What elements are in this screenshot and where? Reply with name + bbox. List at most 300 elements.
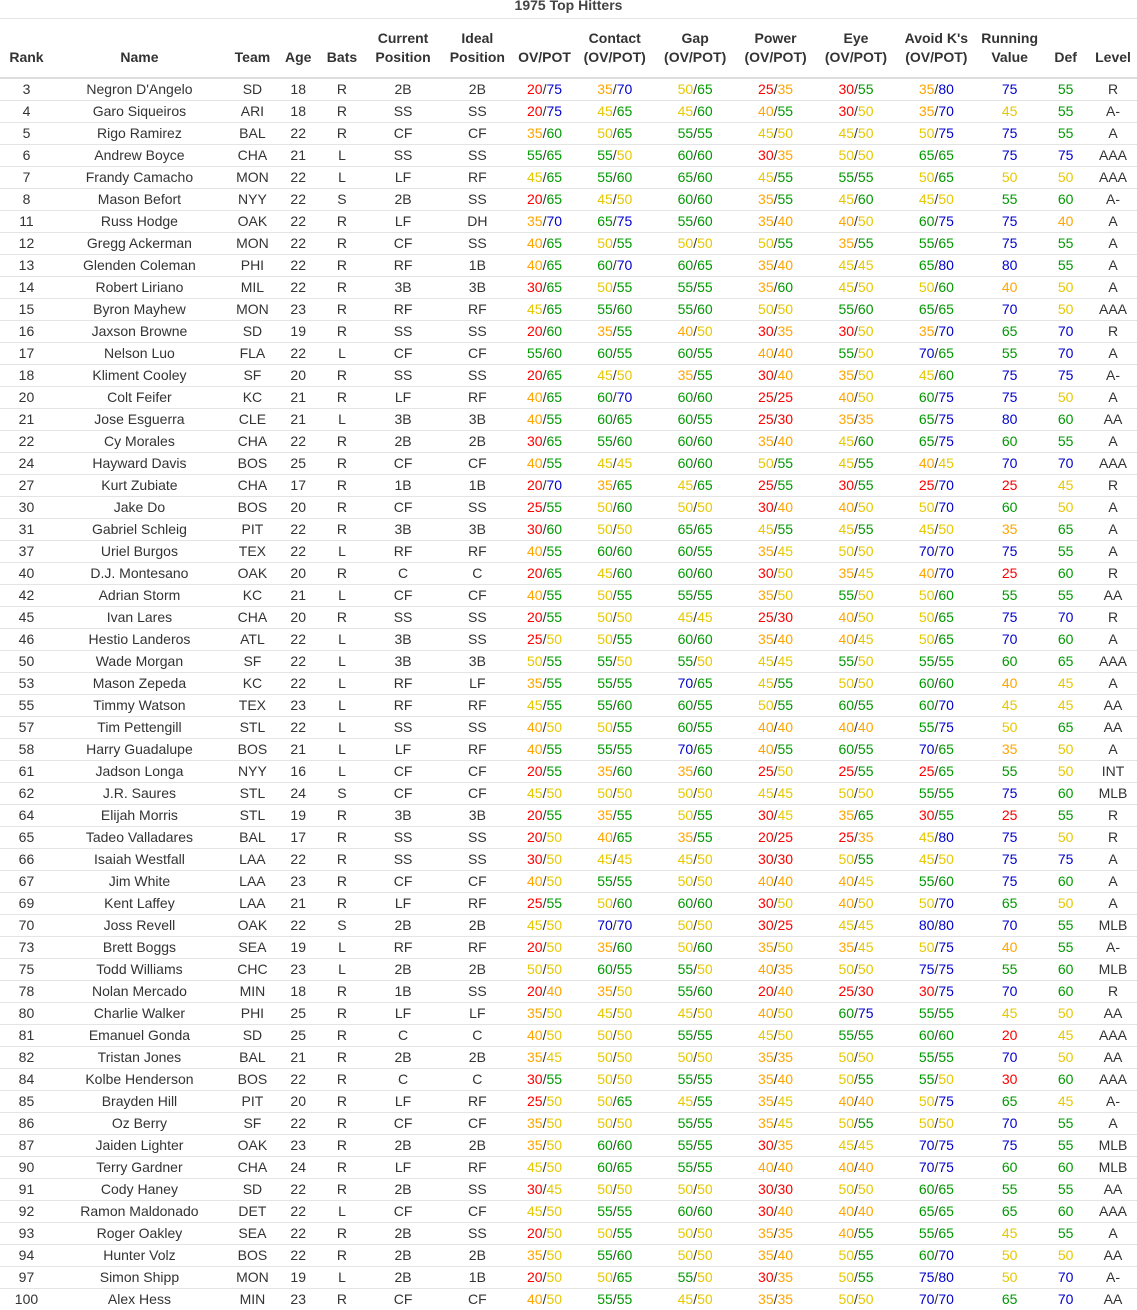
age-cell: 20 (279, 364, 318, 386)
level-cell: A (1089, 848, 1137, 870)
power-cell: 25/30 (735, 408, 816, 430)
running-value-cell: 55 (977, 1178, 1042, 1200)
rank-cell: 97 (0, 1266, 53, 1288)
gap-cell: 65/60 (655, 166, 734, 188)
avoid-ks-cell: 60/60 (896, 1024, 977, 1046)
power-cell: 45/55 (735, 672, 816, 694)
power-cell: 40/40 (735, 870, 816, 892)
contact-cell: 50/55 (574, 232, 655, 254)
ideal-position-cell: SS (440, 144, 515, 166)
level-cell: AA (1089, 1046, 1137, 1068)
rank-cell: 5 (0, 122, 53, 144)
contact-cell: 55/60 (574, 298, 655, 320)
rank-cell: 4 (0, 100, 53, 122)
current-position-cell: 2B (366, 430, 439, 452)
level-cell: A- (1089, 100, 1137, 122)
gap-cell: 70/65 (655, 738, 734, 760)
team-cell: NYY (226, 188, 279, 210)
ideal-position-cell: RF (440, 936, 515, 958)
current-position-cell: CF (366, 782, 439, 804)
age-cell: 22 (279, 254, 318, 276)
rank-cell: 80 (0, 1002, 53, 1024)
running-value-cell: 75 (977, 78, 1042, 101)
gap-cell: 55/55 (655, 1024, 734, 1046)
bats-cell: L (318, 672, 367, 694)
avoid-ks-cell: 45/50 (896, 518, 977, 540)
rank-cell: 73 (0, 936, 53, 958)
gap-cell: 60/55 (655, 342, 734, 364)
running-value-cell: 25 (977, 804, 1042, 826)
column-header[interactable]: Eye (OV/POT) (816, 19, 895, 78)
rank-cell: 22 (0, 430, 53, 452)
avoid-ks-cell: 75/75 (896, 958, 977, 980)
name-cell: Gabriel Schleig (53, 518, 226, 540)
team-cell: MON (226, 232, 279, 254)
running-value-cell: 60 (977, 430, 1042, 452)
table-row (0, 892, 1137, 914)
bats-cell: R (318, 606, 367, 628)
eye-cell: 40/40 (816, 1200, 895, 1222)
table-row (0, 452, 1137, 474)
contact-cell: 70/70 (574, 914, 655, 936)
eye-cell: 55/55 (816, 166, 895, 188)
level-cell: MLB (1089, 1134, 1137, 1156)
bats-cell: R (318, 562, 367, 584)
gap-cell: 55/50 (655, 1266, 734, 1288)
column-header[interactable]: Level (1089, 19, 1137, 78)
bats-cell: R (318, 364, 367, 386)
ov-pot-cell: 25/50 (515, 1090, 574, 1112)
ov-pot-cell: 20/60 (515, 320, 574, 342)
contact-cell: 45/50 (574, 364, 655, 386)
column-header[interactable]: Ideal Position (440, 19, 515, 78)
table-row (0, 848, 1137, 870)
def-cell: 60 (1042, 958, 1089, 980)
power-cell: 35/35 (735, 1046, 816, 1068)
gap-cell: 50/50 (655, 1178, 734, 1200)
bats-cell: R (318, 848, 367, 870)
def-cell: 55 (1042, 100, 1089, 122)
column-header[interactable]: Avoid K's (OV/POT) (896, 19, 977, 78)
ov-pot-cell: 40/50 (515, 870, 574, 892)
gap-cell: 55/50 (655, 650, 734, 672)
level-cell: AA (1089, 1244, 1137, 1266)
contact-cell: 55/55 (574, 1288, 655, 1310)
current-position-cell: C (366, 1068, 439, 1090)
ov-pot-cell: 25/55 (515, 892, 574, 914)
age-cell: 18 (279, 980, 318, 1002)
contact-cell: 55/55 (574, 870, 655, 892)
gap-cell: 35/60 (655, 760, 734, 782)
avoid-ks-cell: 60/75 (896, 210, 977, 232)
age-cell: 22 (279, 1222, 318, 1244)
def-cell: 55 (1042, 430, 1089, 452)
contact-cell: 50/50 (574, 1068, 655, 1090)
gap-cell: 40/50 (655, 320, 734, 342)
column-header[interactable]: Rank (0, 19, 53, 78)
age-cell: 19 (279, 936, 318, 958)
current-position-cell: CF (366, 1200, 439, 1222)
current-position-cell: CF (366, 870, 439, 892)
power-cell: 50/50 (735, 298, 816, 320)
bats-cell: L (318, 738, 367, 760)
ov-pot-cell: 20/75 (515, 100, 574, 122)
def-cell: 75 (1042, 144, 1089, 166)
name-cell: Kliment Cooley (53, 364, 226, 386)
gap-cell: 55/60 (655, 980, 734, 1002)
current-position-cell: RF (366, 540, 439, 562)
running-value-cell: 75 (977, 606, 1042, 628)
level-cell: AA (1089, 1002, 1137, 1024)
def-cell: 45 (1042, 474, 1089, 496)
bats-cell: S (318, 188, 367, 210)
eye-cell: 35/65 (816, 804, 895, 826)
level-cell: AA (1089, 1288, 1137, 1310)
eye-cell: 30/55 (816, 78, 895, 101)
gap-cell: 55/60 (655, 210, 734, 232)
level-cell: AAA (1089, 1068, 1137, 1090)
running-value-cell: 70 (977, 628, 1042, 650)
column-header[interactable]: OV/POT (515, 19, 574, 78)
team-cell: BAL (226, 122, 279, 144)
avoid-ks-cell: 70/75 (896, 1134, 977, 1156)
running-value-cell: 70 (977, 914, 1042, 936)
current-position-cell: RF (366, 672, 439, 694)
avoid-ks-cell: 60/65 (896, 1178, 977, 1200)
def-cell: 55 (1042, 936, 1089, 958)
team-cell: CHA (226, 606, 279, 628)
contact-cell: 50/55 (574, 716, 655, 738)
eye-cell: 50/55 (816, 1068, 895, 1090)
def-cell: 60 (1042, 980, 1089, 1002)
level-cell: AA (1089, 1178, 1137, 1200)
ideal-position-cell: CF (440, 584, 515, 606)
def-cell: 60 (1042, 782, 1089, 804)
column-header[interactable]: Gap (OV/POT) (655, 19, 734, 78)
age-cell: 23 (279, 694, 318, 716)
current-position-cell: 2B (366, 1244, 439, 1266)
team-cell: SD (226, 1178, 279, 1200)
column-header[interactable]: Team (226, 19, 279, 78)
running-value-cell: 75 (977, 210, 1042, 232)
contact-cell: 50/50 (574, 1024, 655, 1046)
column-header[interactable]: Running Value (977, 19, 1042, 78)
table-row (0, 760, 1137, 782)
column-header[interactable]: Bats (318, 19, 367, 78)
team-cell: KC (226, 386, 279, 408)
ov-pot-cell: 40/65 (515, 232, 574, 254)
column-header[interactable]: Def (1042, 19, 1089, 78)
running-value-cell: 55 (977, 760, 1042, 782)
power-cell: 35/60 (735, 276, 816, 298)
team-cell: BOS (226, 452, 279, 474)
column-header[interactable]: Contact (OV/POT) (574, 19, 655, 78)
def-cell: 60 (1042, 562, 1089, 584)
power-cell: 25/55 (735, 474, 816, 496)
gap-cell: 60/60 (655, 430, 734, 452)
level-cell: A (1089, 254, 1137, 276)
team-cell: CHA (226, 430, 279, 452)
name-cell: Adrian Storm (53, 584, 226, 606)
def-cell: 70 (1042, 342, 1089, 364)
contact-cell: 35/60 (574, 936, 655, 958)
level-cell: A- (1089, 364, 1137, 386)
avoid-ks-cell: 50/65 (896, 628, 977, 650)
table-row (0, 320, 1137, 342)
table-row (0, 870, 1137, 892)
def-cell: 50 (1042, 892, 1089, 914)
name-cell: Harry Guadalupe (53, 738, 226, 760)
avoid-ks-cell: 50/60 (896, 276, 977, 298)
name-cell: Jadson Longa (53, 760, 226, 782)
eye-cell: 45/60 (816, 430, 895, 452)
ov-pot-cell: 40/65 (515, 386, 574, 408)
ideal-position-cell: CF (440, 870, 515, 892)
def-cell: 55 (1042, 804, 1089, 826)
power-cell: 45/45 (735, 782, 816, 804)
level-cell: A- (1089, 936, 1137, 958)
team-cell: SEA (226, 936, 279, 958)
def-cell: 55 (1042, 584, 1089, 606)
ov-pot-cell: 40/50 (515, 1024, 574, 1046)
column-header[interactable]: Power (OV/POT) (735, 19, 816, 78)
def-cell: 55 (1042, 232, 1089, 254)
age-cell: 23 (279, 958, 318, 980)
age-cell: 21 (279, 1046, 318, 1068)
avoid-ks-cell: 25/65 (896, 760, 977, 782)
level-cell: AAA (1089, 166, 1137, 188)
bats-cell: R (318, 1134, 367, 1156)
age-cell: 21 (279, 892, 318, 914)
age-cell: 21 (279, 408, 318, 430)
name-cell: Roger Oakley (53, 1222, 226, 1244)
column-header[interactable]: Name (53, 19, 226, 78)
def-cell: 55 (1042, 540, 1089, 562)
table-row (0, 166, 1137, 188)
name-cell: Kurt Zubiate (53, 474, 226, 496)
power-cell: 40/55 (735, 100, 816, 122)
current-position-cell: 2B (366, 1266, 439, 1288)
team-cell: PHI (226, 254, 279, 276)
name-cell: Russ Hodge (53, 210, 226, 232)
ov-pot-cell: 20/55 (515, 804, 574, 826)
gap-cell: 55/55 (655, 584, 734, 606)
running-value-cell: 65 (977, 1090, 1042, 1112)
team-cell: OAK (226, 1134, 279, 1156)
contact-cell: 45/45 (574, 848, 655, 870)
eye-cell: 50/50 (816, 540, 895, 562)
def-cell: 50 (1042, 1244, 1089, 1266)
bats-cell: R (318, 980, 367, 1002)
level-cell: A (1089, 870, 1137, 892)
ov-pot-cell: 45/50 (515, 914, 574, 936)
table-row (0, 914, 1137, 936)
current-position-cell: CF (366, 232, 439, 254)
avoid-ks-cell: 75/80 (896, 1266, 977, 1288)
ideal-position-cell: SS (440, 628, 515, 650)
contact-cell: 60/60 (574, 1134, 655, 1156)
power-cell: 30/50 (735, 562, 816, 584)
ideal-position-cell: C (440, 1024, 515, 1046)
team-cell: PIT (226, 518, 279, 540)
name-cell: Timmy Watson (53, 694, 226, 716)
name-cell: Wade Morgan (53, 650, 226, 672)
running-value-cell: 80 (977, 254, 1042, 276)
ideal-position-cell: CF (440, 760, 515, 782)
current-position-cell: RF (366, 298, 439, 320)
current-position-cell: 1B (366, 980, 439, 1002)
contact-cell: 35/55 (574, 320, 655, 342)
age-cell: 22 (279, 848, 318, 870)
avoid-ks-cell: 50/75 (896, 122, 977, 144)
rank-cell: 45 (0, 606, 53, 628)
column-header[interactable]: Age (279, 19, 318, 78)
rank-cell: 100 (0, 1288, 53, 1310)
power-cell: 35/55 (735, 188, 816, 210)
current-position-cell: CF (366, 1288, 439, 1310)
gap-cell: 55/55 (655, 1068, 734, 1090)
rank-cell: 15 (0, 298, 53, 320)
def-cell: 55 (1042, 914, 1089, 936)
eye-cell: 45/60 (816, 188, 895, 210)
bats-cell: R (318, 452, 367, 474)
name-cell: Cody Haney (53, 1178, 226, 1200)
table-row (0, 1134, 1137, 1156)
ov-pot-cell: 35/50 (515, 1002, 574, 1024)
ideal-position-cell: SS (440, 232, 515, 254)
ideal-position-cell: SS (440, 100, 515, 122)
rank-cell: 67 (0, 870, 53, 892)
level-cell: MLB (1089, 782, 1137, 804)
bats-cell: L (318, 694, 367, 716)
power-cell: 35/45 (735, 1090, 816, 1112)
table-row (0, 958, 1137, 980)
table-row (0, 78, 1137, 101)
rank-cell: 87 (0, 1134, 53, 1156)
avoid-ks-cell: 55/55 (896, 1046, 977, 1068)
def-cell: 50 (1042, 496, 1089, 518)
age-cell: 22 (279, 1244, 318, 1266)
def-cell: 75 (1042, 364, 1089, 386)
name-cell: Kent Laffey (53, 892, 226, 914)
level-cell: A (1089, 1112, 1137, 1134)
power-cell: 45/55 (735, 518, 816, 540)
power-cell: 35/35 (735, 1288, 816, 1310)
ideal-position-cell: 2B (440, 1134, 515, 1156)
team-cell: NYY (226, 760, 279, 782)
bats-cell: L (318, 584, 367, 606)
current-position-cell: 3B (366, 408, 439, 430)
gap-cell: 60/55 (655, 694, 734, 716)
ov-pot-cell: 30/45 (515, 1178, 574, 1200)
column-header[interactable]: Current Position (366, 19, 439, 78)
eye-cell: 25/35 (816, 826, 895, 848)
team-cell: SEA (226, 1222, 279, 1244)
table-row (0, 122, 1137, 144)
bats-cell: R (318, 386, 367, 408)
avoid-ks-cell: 65/80 (896, 254, 977, 276)
name-cell: Simon Shipp (53, 1266, 226, 1288)
level-cell: MLB (1089, 958, 1137, 980)
rank-cell: 55 (0, 694, 53, 716)
age-cell: 22 (279, 672, 318, 694)
current-position-cell: 2B (366, 1178, 439, 1200)
current-position-cell: LF (366, 1090, 439, 1112)
eye-cell: 50/55 (816, 848, 895, 870)
team-cell: CHA (226, 144, 279, 166)
table-row (0, 474, 1137, 496)
eye-cell: 45/45 (816, 254, 895, 276)
rank-cell: 90 (0, 1156, 53, 1178)
eye-cell: 55/50 (816, 650, 895, 672)
eye-cell: 45/50 (816, 276, 895, 298)
name-cell: Hayward Davis (53, 452, 226, 474)
team-cell: OAK (226, 914, 279, 936)
gap-cell: 45/55 (655, 1090, 734, 1112)
ov-pot-cell: 35/45 (515, 1046, 574, 1068)
bats-cell: L (318, 936, 367, 958)
current-position-cell: SS (366, 320, 439, 342)
running-value-cell: 40 (977, 672, 1042, 694)
age-cell: 25 (279, 1024, 318, 1046)
age-cell: 22 (279, 342, 318, 364)
age-cell: 20 (279, 496, 318, 518)
current-position-cell: CF (366, 342, 439, 364)
contact-cell: 50/50 (574, 518, 655, 540)
team-cell: BAL (226, 826, 279, 848)
name-cell: Negron D'Angelo (53, 78, 226, 101)
eye-cell: 30/50 (816, 320, 895, 342)
name-cell: Mason Zepeda (53, 672, 226, 694)
ideal-position-cell: 2B (440, 78, 515, 101)
team-cell: FLA (226, 342, 279, 364)
ideal-position-cell: RF (440, 694, 515, 716)
age-cell: 21 (279, 738, 318, 760)
power-cell: 45/50 (735, 1024, 816, 1046)
gap-cell: 60/55 (655, 716, 734, 738)
avoid-ks-cell: 55/55 (896, 1002, 977, 1024)
ideal-position-cell: RF (440, 1090, 515, 1112)
bats-cell: R (318, 870, 367, 892)
running-value-cell: 50 (977, 166, 1042, 188)
ov-pot-cell: 35/50 (515, 1244, 574, 1266)
gap-cell: 50/50 (655, 496, 734, 518)
team-cell: MON (226, 298, 279, 320)
team-cell: PIT (226, 1090, 279, 1112)
team-cell: BOS (226, 1068, 279, 1090)
def-cell: 50 (1042, 826, 1089, 848)
running-value-cell: 60 (977, 650, 1042, 672)
def-cell: 50 (1042, 1046, 1089, 1068)
current-position-cell: CF (366, 496, 439, 518)
rank-cell: 7 (0, 166, 53, 188)
age-cell: 20 (279, 1090, 318, 1112)
current-position-cell: CF (366, 760, 439, 782)
level-cell: A (1089, 386, 1137, 408)
ideal-position-cell: C (440, 1068, 515, 1090)
ov-pot-cell: 20/75 (515, 78, 574, 101)
table-row (0, 738, 1137, 760)
current-position-cell: LF (366, 1002, 439, 1024)
eye-cell: 50/50 (816, 144, 895, 166)
ov-pot-cell: 35/70 (515, 210, 574, 232)
def-cell: 50 (1042, 1002, 1089, 1024)
name-cell: Tim Pettengill (53, 716, 226, 738)
bats-cell: R (318, 78, 367, 101)
def-cell: 65 (1042, 650, 1089, 672)
power-cell: 30/30 (735, 848, 816, 870)
bats-cell: R (318, 210, 367, 232)
